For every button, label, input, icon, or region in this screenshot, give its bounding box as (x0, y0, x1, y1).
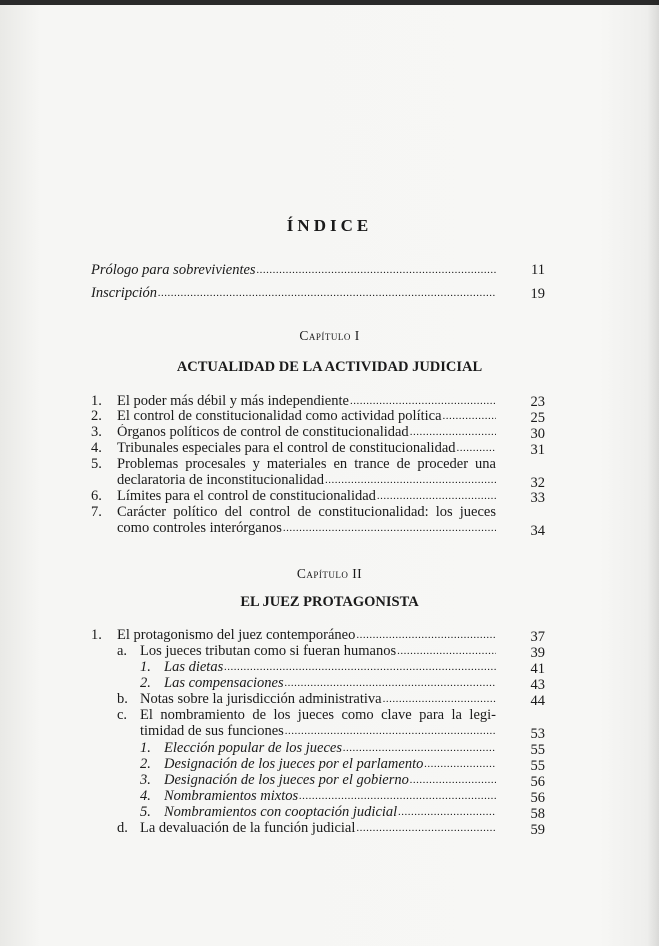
toc-entry-title: El protagonismo del juez contemporáneo (117, 627, 356, 643)
leader-dots (383, 691, 496, 708)
toc-entry[interactable] (117, 440, 496, 457)
toc-page-number: 56 (530, 790, 545, 806)
leader-dots (410, 424, 496, 441)
toc-entry-title: El poder más débil y más independiente (117, 393, 349, 409)
leader-dots (325, 472, 496, 489)
toc-entry-title: como controles interórganos (117, 520, 282, 536)
toc-entry-line1[interactable]: Carácter político del control de constitucionalidad: los jueces (117, 504, 496, 520)
leader-dots (224, 659, 496, 676)
toc-page-number: 41 (530, 661, 545, 677)
toc-entry-title: Nombramientos con cooptación judicial (164, 804, 398, 820)
leader-dots (283, 520, 496, 537)
toc-entry[interactable] (117, 424, 496, 441)
toc-entry[interactable] (164, 659, 496, 676)
toc-entry-inscripcion[interactable] (91, 285, 496, 302)
leader-dots (343, 740, 496, 757)
chapter-label: Capítulo I (299, 328, 360, 343)
item-letter: b. (117, 691, 128, 707)
item-number: 7. (91, 504, 102, 520)
scan-right-shadow (647, 0, 659, 946)
toc-entry-title: Notas sobre la jurisdicción administrativa (140, 691, 382, 707)
toc-entry-title: Nombramientos mixtos (164, 788, 299, 804)
item-number: 6. (91, 488, 102, 504)
toc-entry-title: declaratoria de inconstitucionalidad (117, 472, 324, 488)
sub-item-number: 3. (140, 772, 151, 788)
toc-page-number: 56 (530, 774, 545, 790)
toc-entry-line1[interactable]: El nombramiento de los jueces como clave para la legi- (140, 707, 496, 723)
sub-item-number: 4. (140, 788, 151, 804)
item-number: 3. (91, 424, 102, 440)
toc-entry-title: Las compensaciones (164, 675, 284, 691)
toc-page-number: 44 (530, 693, 545, 709)
toc-entry-title: Designación de los jueces por el parlamento (164, 756, 424, 772)
toc-entry[interactable] (164, 756, 496, 773)
leader-dots (299, 788, 496, 805)
leader-dots (285, 675, 496, 692)
leader-dots (257, 262, 496, 279)
toc-page-number: 31 (530, 442, 545, 458)
toc-page-number: 32 (530, 475, 545, 491)
toc-page-number: 37 (530, 629, 545, 645)
leader-dots (424, 756, 496, 773)
toc-page-number: 53 (530, 726, 545, 742)
sub-item-number: 1. (140, 659, 151, 675)
leader-dots (398, 804, 496, 821)
toc-entry-title: Los jueces tributan como si fueran humanos (140, 643, 397, 659)
toc-page-number: 43 (530, 677, 545, 693)
leader-dots (285, 723, 496, 740)
toc-entry[interactable] (140, 643, 496, 660)
chapter-label: Capítulo II (296, 566, 363, 581)
toc-entry-title: timidad de sus funciones (140, 723, 284, 739)
toc-entry-title: Tribunales especiales para el control de constitucionalidad (117, 440, 456, 456)
toc-entry-title: La devaluación de la función judicial (140, 820, 356, 836)
chapter-title: ACTUALIDAD DE LA ACTIVIDAD JUDICIAL (176, 359, 483, 375)
toc-entry[interactable] (117, 520, 496, 537)
index-heading: ÍNDICE (286, 216, 373, 235)
sub-item-number: 2. (140, 675, 151, 691)
toc-entry-title: Designación de los jueces por el gobierno (164, 772, 409, 788)
toc-page-number: 59 (530, 822, 545, 838)
leader-dots (158, 285, 496, 302)
leader-dots (356, 627, 496, 644)
toc-entry-title: Las dietas (164, 659, 224, 675)
toc-entry[interactable] (164, 772, 496, 789)
toc-entry[interactable] (117, 627, 496, 644)
item-number: 1. (91, 627, 102, 643)
toc-entry[interactable] (117, 488, 496, 505)
scan-top-edge (0, 0, 659, 5)
chapter-title: EL JUEZ PROTAGONISTA (240, 594, 419, 610)
toc-entry-title: Inscripción (91, 285, 158, 301)
sub-item-number: 1. (140, 740, 151, 756)
toc-entry[interactable] (164, 675, 496, 692)
toc-entry-title: Prólogo para sobrevivientes (91, 262, 256, 278)
toc-page-number: 39 (530, 645, 545, 661)
toc-entry[interactable] (164, 740, 496, 757)
toc-page-number: 30 (530, 426, 545, 442)
item-letter: c. (117, 707, 128, 723)
toc-entry[interactable] (164, 804, 496, 821)
item-letter: a. (117, 643, 128, 659)
item-number: 2. (91, 408, 102, 424)
leader-dots (397, 643, 496, 660)
toc-entry[interactable] (140, 723, 496, 740)
toc-page-number: 58 (530, 806, 545, 822)
item-number: 5. (91, 456, 102, 472)
sub-item-number: 2. (140, 756, 151, 772)
toc-entry-title: Límites para el control de constitucionalidad (117, 488, 376, 504)
leader-dots (410, 772, 496, 789)
toc-page-number: 33 (530, 490, 545, 506)
toc-page-number: 25 (530, 410, 545, 426)
toc-entry[interactable] (117, 408, 496, 425)
toc-page-number: 23 (530, 394, 545, 410)
toc-page-number: 11 (531, 262, 545, 278)
toc-entry-title: Elección popular de los jueces (164, 740, 342, 756)
toc-entry[interactable] (140, 691, 496, 708)
leader-dots (377, 488, 496, 505)
item-number: 4. (91, 440, 102, 456)
item-number: 1. (91, 393, 102, 409)
leader-dots (457, 440, 497, 457)
toc-entry-title: El control de constitucionalidad como actividad política (117, 408, 442, 424)
toc-entry-prologo[interactable] (91, 262, 496, 279)
leader-dots (443, 408, 496, 425)
toc-entry[interactable] (117, 472, 496, 489)
item-letter: d. (117, 820, 128, 836)
leader-dots (356, 820, 496, 837)
toc-entry-line1[interactable]: Problemas procesales y materiales en trance de proceder una (117, 456, 496, 472)
toc-page-number: 19 (530, 286, 545, 302)
toc-page-number: 55 (530, 758, 545, 774)
toc-page-number: 34 (530, 523, 545, 539)
toc-entry[interactable] (140, 820, 496, 837)
sub-item-number: 5. (140, 804, 151, 820)
toc-entry[interactable] (164, 788, 496, 805)
toc-entry-title: Órganos políticos de control de constitucionalidad (117, 424, 409, 440)
toc-page-number: 55 (530, 742, 545, 758)
